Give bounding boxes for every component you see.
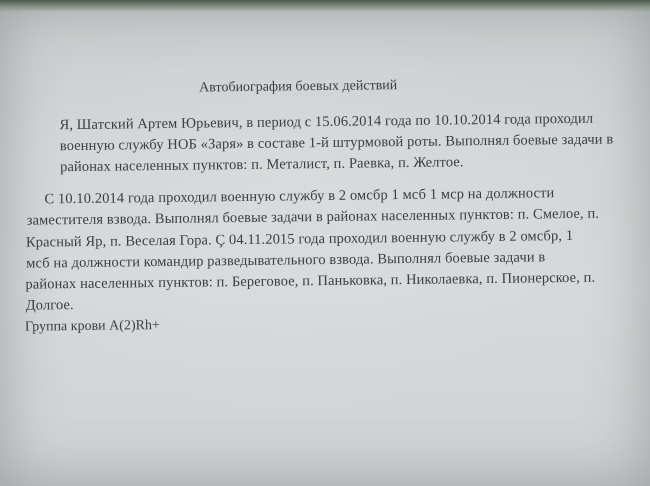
paragraph-1-line-3: районах населенных пунктов: п. Металист, п. Раевка, п. Желтое. [59,154,464,176]
paragraph-2-line-5: районах населенных пунктов: п. Береговое, п. Паньковка, п. Николаевка, п. Пионерское, п. [25,269,596,293]
blood-type-line: Группа крови A(2)Rh+ [24,318,160,335]
paragraph-1-line-2: военную службу НОБ «Заря» в составе 1-й штурмовой роты. Выполнял боевые задачи в [59,131,614,155]
paragraph-2-line-2: заместителя взвода. Выполнял боевые задачи в районах населенных пунктов: п. Смелое, п. [26,205,600,229]
paragraph-1-line-1: Я, Шатский Артем Юрьевич, в период с 15.06.2014 года по 10.10.2014 года проходил [59,110,594,134]
document-title: Автобиография боевых действий [199,78,398,96]
paragraph-2-line-4: мсб на должности командир разведывательного взвода. Выполнял боевые задачи в [26,249,546,272]
paragraph-2-line-1: С 10.10.2014 года проходил военную службу в 2 омсбр 1 мсб 1 мср на должности [44,185,555,208]
paragraph-2-line-6: Долгое. [25,297,74,314]
paragraph-2-line-3: Красный Яр, п. Веселая Гора. Ç 04.11.2015 года проходил военную службу в 2 омсбр, 1 [25,227,574,251]
